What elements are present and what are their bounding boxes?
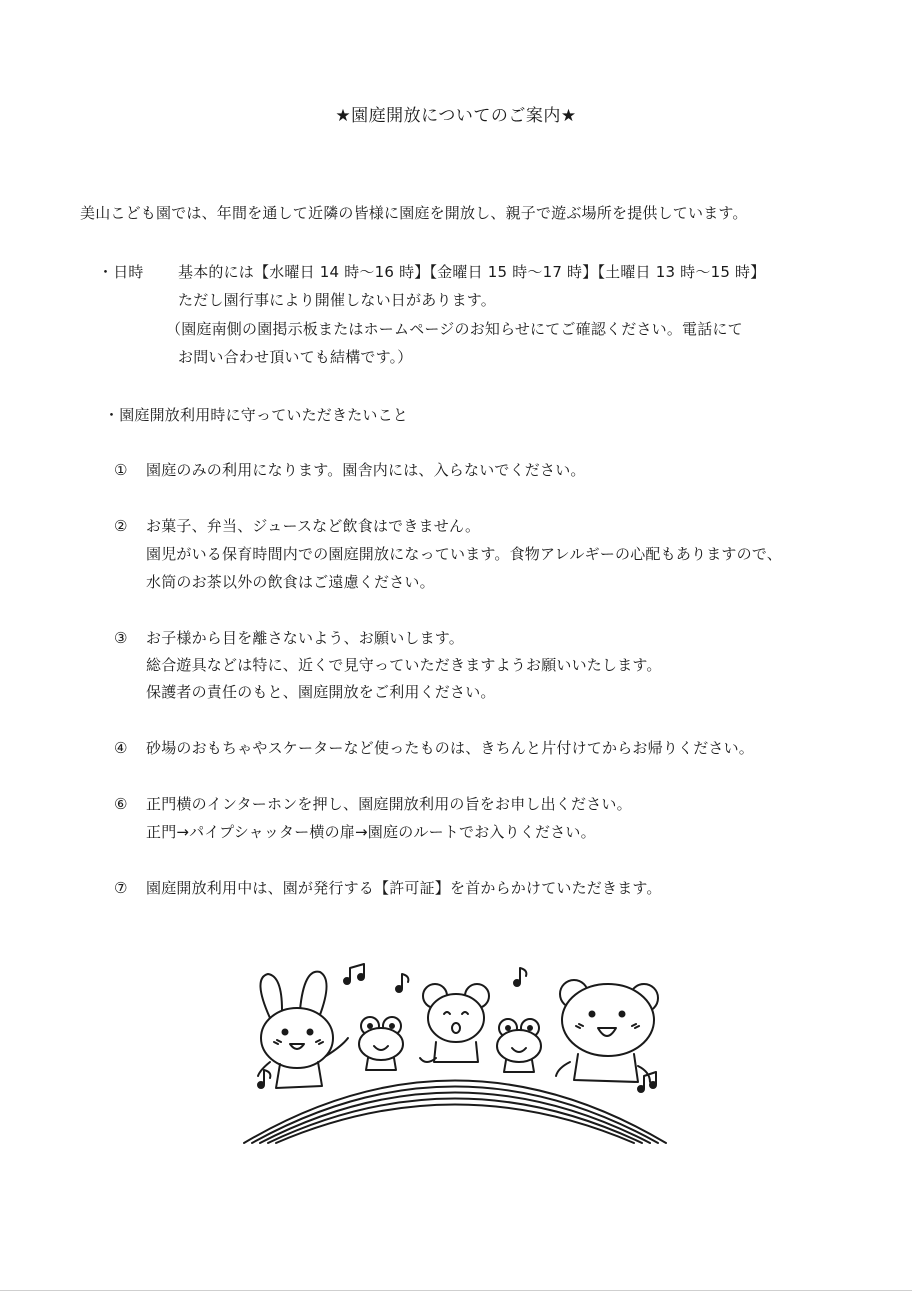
rainbow-icon <box>244 1081 666 1144</box>
rule-text: 園庭開放利用中は、園が発行する【許可証】を首からかけていただきます。 <box>146 879 662 897</box>
rabbit-icon <box>258 972 348 1088</box>
rules-heading: ・園庭開放利用時に守っていただきたいこと <box>104 406 409 424</box>
rule-text: 保護者の責任のもと、園庭開放をご利用ください。 <box>146 683 496 701</box>
rule-number: ③ <box>114 629 128 647</box>
music-note-icon <box>514 968 526 986</box>
page-edge-line <box>0 1290 912 1291</box>
rule-text: 正門→パイプシャッター横の扉→園庭のルートでお入りください。 <box>146 823 596 841</box>
schedule-line-1: 基本的には【水曜日 14 時～16 時】【金曜日 15 時～17 時】【土曜日 13 時～15 時】 <box>178 263 766 281</box>
rule-text: 園庭のみの利用になります。園舎内には、入らないでください。 <box>146 461 586 479</box>
rule-number: ④ <box>114 739 128 757</box>
rule-number: ① <box>114 461 128 479</box>
rule-text: 正門横のインターホンを押し、園庭開放利用の旨をお申し出ください。 <box>146 795 632 813</box>
schedule-line-2: ただし園行事により開催しない日があります。 <box>178 291 497 309</box>
rainbow-animals-illustration <box>230 958 680 1158</box>
frog-icon <box>497 1019 541 1072</box>
rule-number: ⑦ <box>114 879 128 897</box>
rule-text: お菓子、弁当、ジュースなど飲食はできません。 <box>146 517 481 535</box>
mouse-icon <box>420 984 489 1062</box>
frog-icon <box>359 1017 403 1070</box>
bear-icon <box>556 980 658 1082</box>
schedule-line-4: お問い合わせ頂いても結構です。） <box>178 348 413 366</box>
schedule-label: ・日時 <box>98 263 144 281</box>
intro-text: 美山こども園では、年間を通して近隣の皆様に園庭を開放し、親子で遊ぶ場所を提供しています。 <box>80 204 748 222</box>
rule-text: 総合遊具などは特に、近くで見守っていただきますようお願いいたします。 <box>146 656 662 674</box>
rule-text: お子様から目を離さないよう、お願いします。 <box>146 629 465 647</box>
rule-text: 園児がいる保育時間内での園庭開放になっています。食物アレルギーの心配もありますので、 <box>146 545 782 563</box>
rule-text: 水筒のお茶以外の飲食はご遠慮ください。 <box>146 573 435 591</box>
page-title: ★園庭開放についてのご案内★ <box>335 106 577 126</box>
music-note-icon <box>344 964 364 984</box>
rule-number: ② <box>114 517 128 535</box>
rule-text: 砂場のおもちゃやスケーターなど使ったものは、きちんと片付けてからお帰りください。 <box>146 739 755 757</box>
music-note-icon <box>396 974 408 992</box>
rule-number: ⑥ <box>114 795 128 813</box>
music-note-icon <box>638 1072 656 1092</box>
schedule-line-3: （園庭南側の園掲示板またはホームページのお知らせにてご確認ください。電話にて <box>166 320 743 338</box>
